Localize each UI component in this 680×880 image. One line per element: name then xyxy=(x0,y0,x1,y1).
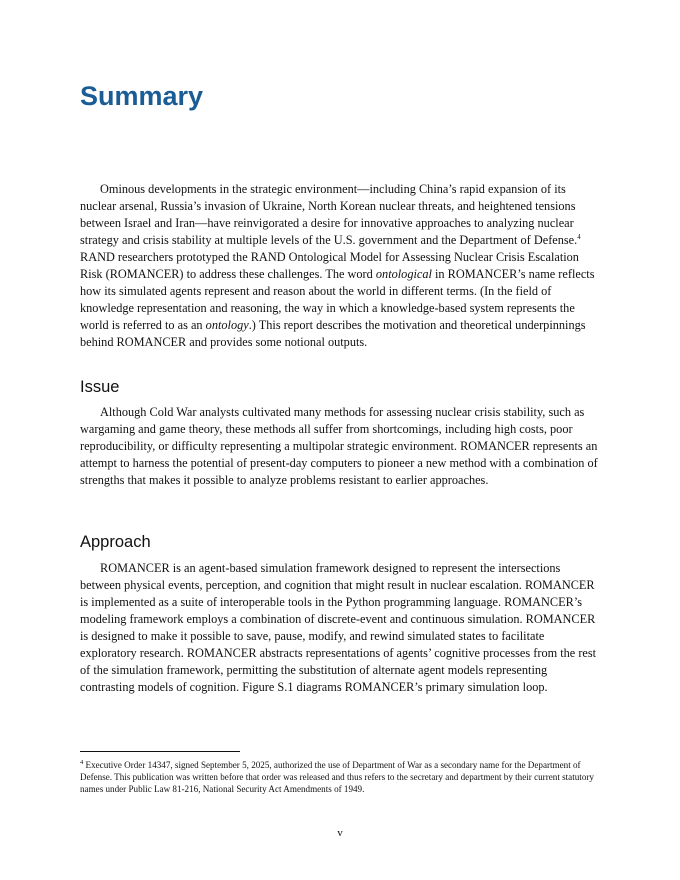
approach-heading: Approach xyxy=(80,533,151,551)
issue-paragraph: Although Cold War analysts cultivated many methods for assessing nuclear crisis stability, such as wargaming and game theory, these methods all suffer from shortcomings, including high costs, poor reproducibility, or difficulty representing a multipolar strategic environment. ROMANCER represents an attempt to harness the potential of present-day computers to pioneer a new method with a combination of strengths that makes it possible to analyze problems resistant to earlier approaches. xyxy=(80,405,598,487)
summary-term-ontology: ontology xyxy=(205,318,249,332)
issue-heading: Issue xyxy=(80,378,120,396)
summary-text-1: Ominous developments in the strategic environment—including China’s rapid expansion of its nuclear arsenal, Russia’s invasion of Ukraine, North Korean nuclear threats, and heightened tensions between Israel and Iran—have reinvigorated a desire for innovative approaches to analyzing nuclear strategy and crisis stability at multiple levels of the U.S. government and the Department of Defense. xyxy=(80,182,578,247)
footnote-marker: 4 xyxy=(80,758,84,766)
approach-paragraph: ROMANCER is an agent-based simulation framework designed to represent the intersections between physical events, perception, and cognition that might result in nuclear escalation. ROMANCER is implemented as a suite of interoperable tools in the Python programming language. ROMANCER’s modeling framework employs a combination of discrete-event and continuous simulation. ROMANCER is designed to make it possible to save, pause, modify, and rewind simulated states to facilitate exploratory research. ROMANCER abstracts representations of agents’ cognitive processes from the rest of the simulation framework, permitting the substitution of alternate agent models representing contrasting models of cognition. Figure S.1 diagrams ROMANCER’s primary simulation loop. xyxy=(80,561,597,694)
summary-term-ontological: ontological xyxy=(375,267,432,281)
page-title: Summary xyxy=(80,81,204,111)
footnote-text: Executive Order 14347, signed September 5, 2025, authorized the use of Department of War as a secondary name for the Department of Defense. This publication was written before that order was released and thus refers to the secretary and department by their current statutory names under Public Law 81-216, National Security Act Amendments of 1949. xyxy=(80,760,594,794)
summary-text-3: in ROMANCER’s name reflects how its simulated agents represent and reason about the world in different terms. (In the field of knowledge representation and reasoning, the way in which a knowledge-based system represents the world is referred to as an xyxy=(80,267,595,332)
summary-text-2: RAND researchers prototyped the RAND Ontological Model for Assessing Nuclear Crisis Escalation Risk (ROMANCER) to address these challenges. The word xyxy=(80,250,579,281)
footnote xyxy=(80,759,595,795)
summary-paragraph xyxy=(80,181,602,351)
page-number: v xyxy=(337,827,343,839)
summary-text-4: .) This report describes the motivation and theoretical underpinnings behind ROMANCER and provides some notional outputs. xyxy=(80,318,586,349)
footnote-divider xyxy=(80,751,240,752)
footnote-reference[interactable]: 4 xyxy=(577,232,581,241)
